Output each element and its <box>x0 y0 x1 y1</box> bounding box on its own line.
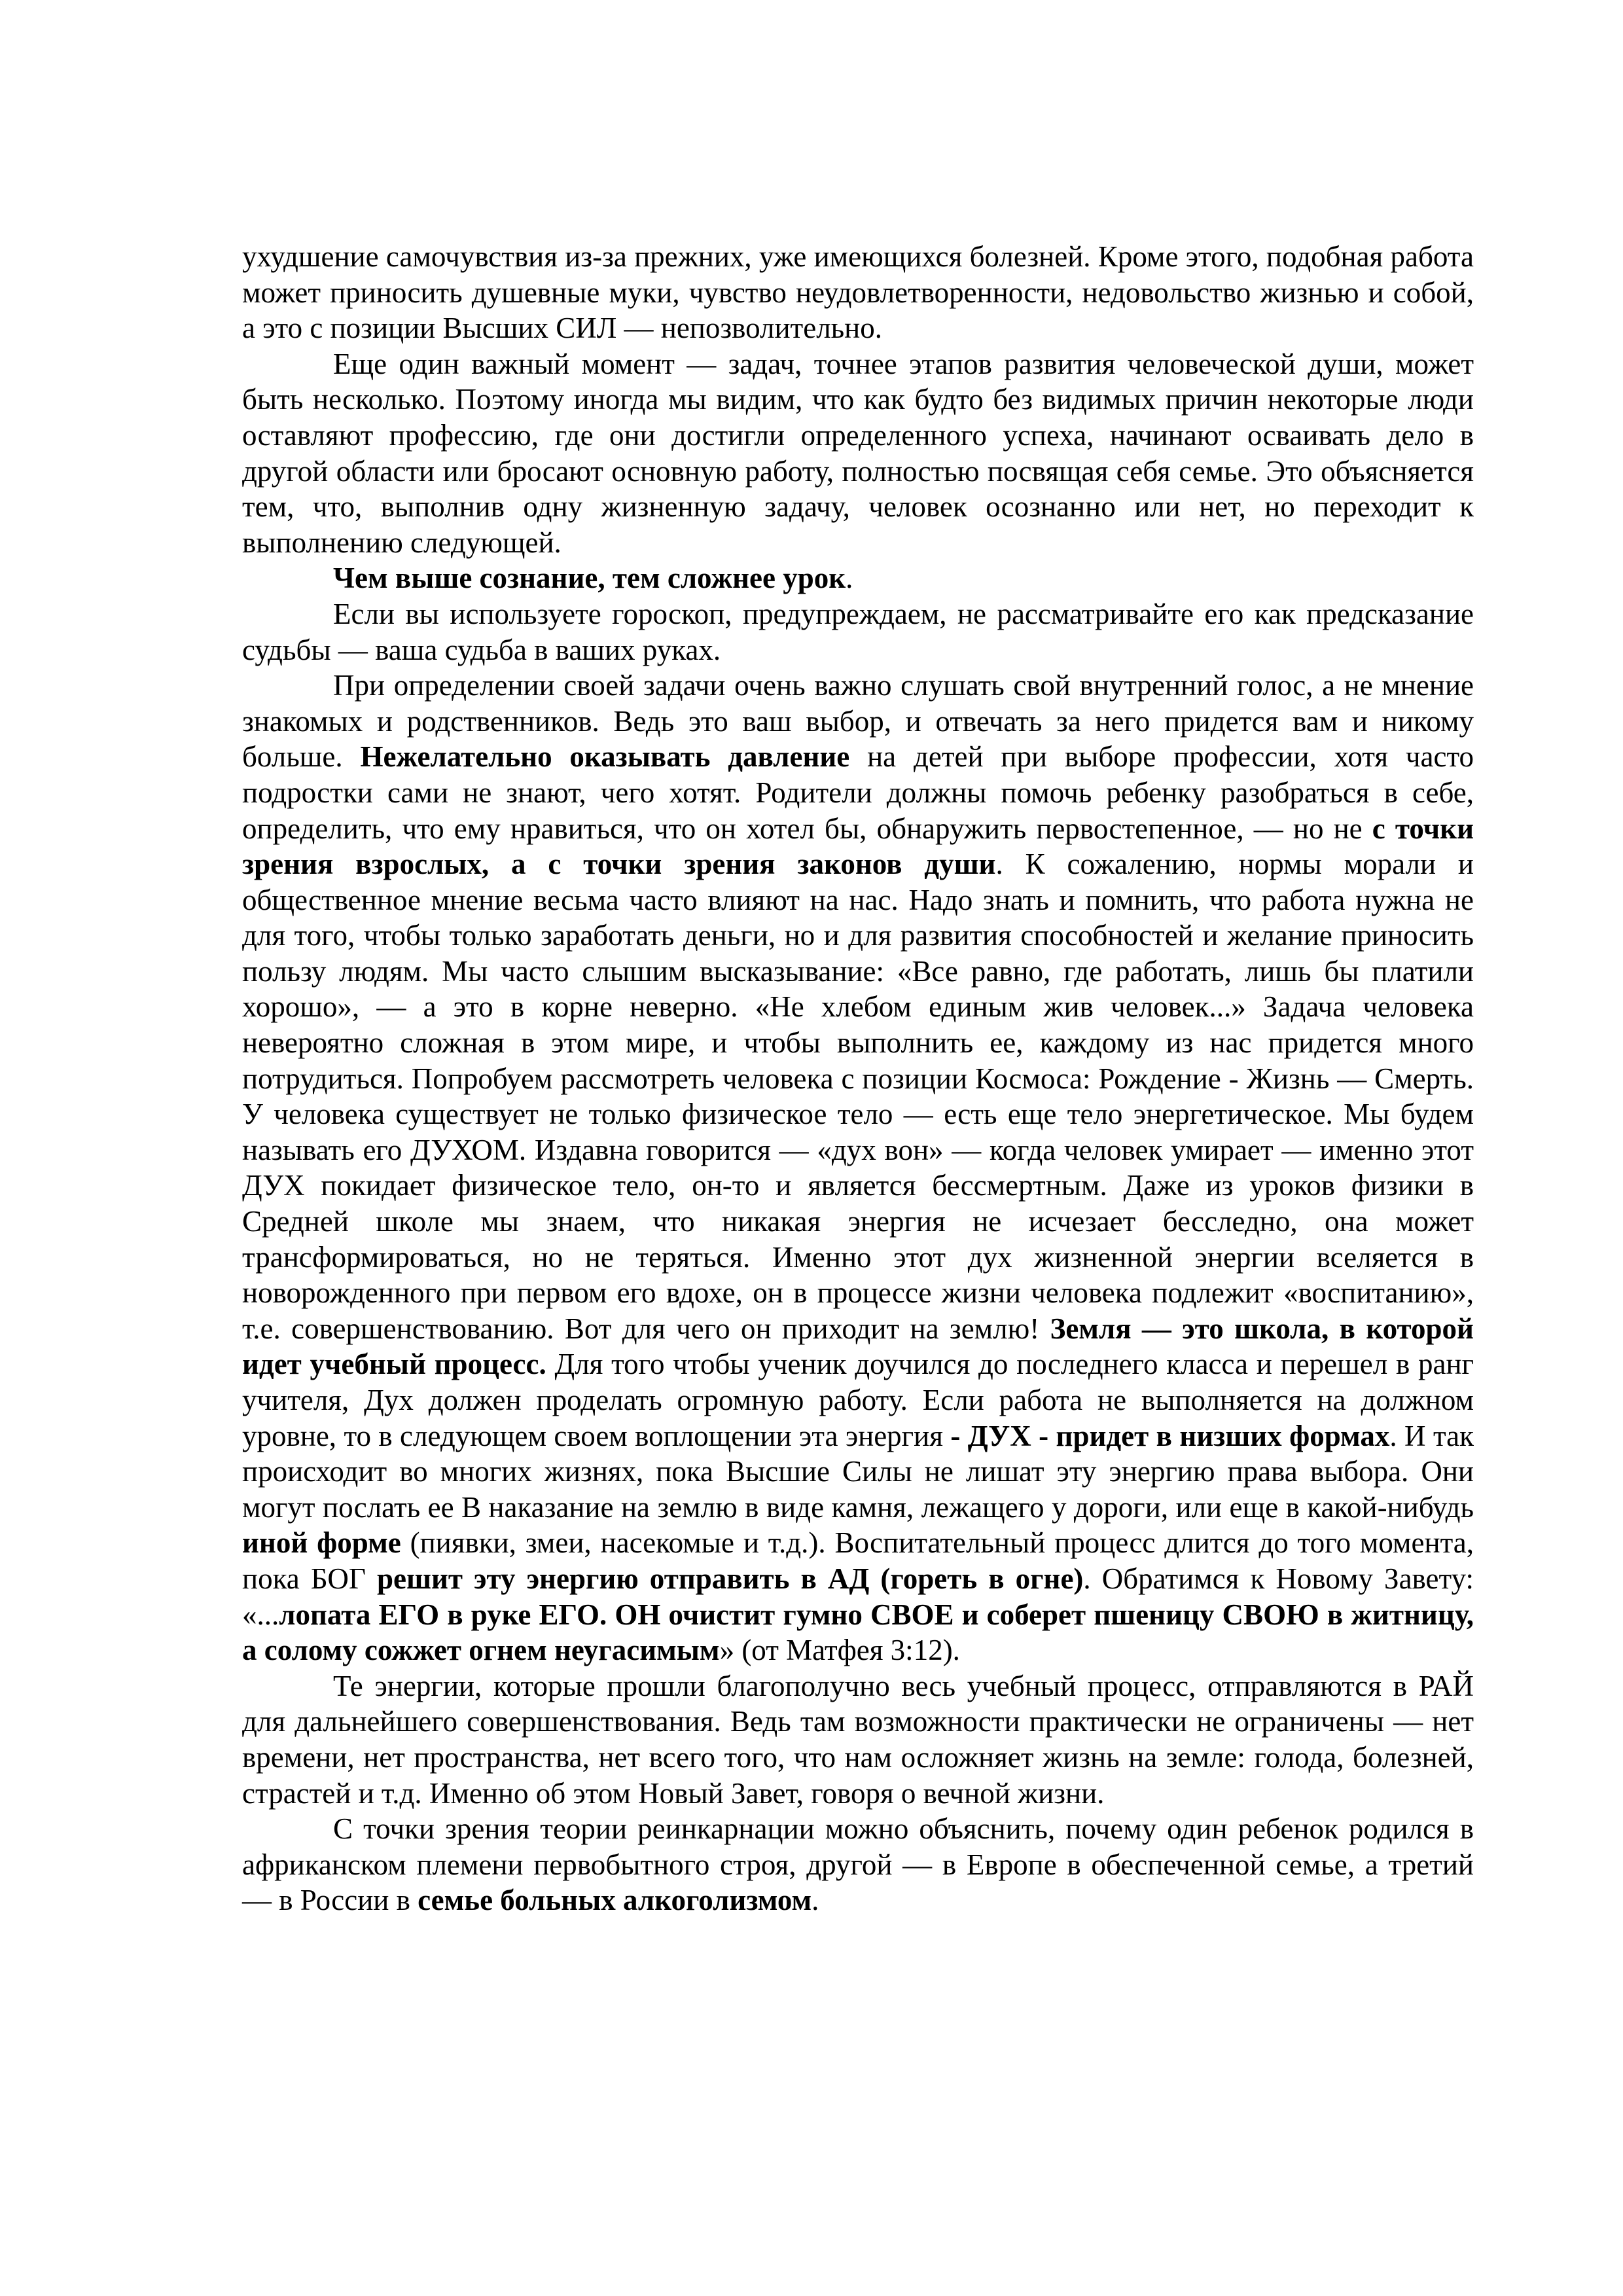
paragraph-6 <box>242 1668 1474 1811</box>
paragraph-2 <box>242 346 1474 561</box>
bold-text-run: Нежелательно оказывать давление <box>360 740 850 774</box>
bold-text-run: семье больных алкоголизмом <box>418 1884 812 1917</box>
text-run: » (от Матфея 3:12). <box>719 1634 960 1667</box>
text-run: на детей при выборе профессии, хотя часто подростки сами не знают, чего хотят. Родители должны помочь ребенку разобраться в себе, определить, что ему нравиться, что он хотел бы, обнаружить первостепенное, — но не <box>242 740 1474 845</box>
paragraph-7 <box>242 1811 1474 1918</box>
paragraph-1 <box>242 239 1474 346</box>
text-run: . И так происходит во многих жизнях, пока Высшие Силы не лишат эту энергию права выбора. Они могут послать ее В наказание на землю в виде камня, лежащего у дороги, или еще в какой-нибудь <box>242 1419 1474 1524</box>
bold-text-run: - ДУХ - придет в низших формах <box>950 1419 1390 1452</box>
paragraph-4 <box>242 596 1474 668</box>
text-run: При определении своей задачи очень важно слушать свой внутренний голос, а не мнение знакомых и родственников. Ведь это ваш выбор, и отвечать за него придется вам и никому больше. <box>242 669 1474 774</box>
text-run: Те энергии, которые прошли благополучно весь учебный процесс, отправляются в РАЙ для дальнейшего совершенствования. Ведь там возможности практически не ограничены — нет времени, нет пространства, нет всего того, что нам осложняет жизнь на земле: голода, болезней, страстей и т.д. Именно об этом Новый Завет, говоря о вечной жизни. <box>242 1669 1474 1810</box>
text-run: С точки зрения теории реинкарнации можно объяснить, почему один ребенок родился в африканском племени первобытного строя, другой — в Европе в обеспеченной семье, а третий — в России в <box>242 1812 1474 1917</box>
text-run: Еще один важный момент — задач, точнее этапов развития человеческой души, может быть несколько. Поэтому иногда мы видим, что как будто без видимых причин некоторые люди оставляют профессию, где они достигли определенного успеха, начинают осваивать дело в другой области или бросают основную работу, полностью посвящая себя семье. Это объясняется тем, что, выполнив одну жизненную задачу, человек осознанно или нет, но переходит к выполнению следующей. <box>242 347 1474 559</box>
bold-text-run: с точки зрения взрослых, а с точки зрения законов души <box>242 812 1474 881</box>
document-page <box>242 239 1474 1918</box>
text-run: . <box>846 562 853 595</box>
text-run: . К сожалению, нормы морали и общественное мнение весьма часто влияют на нас. Надо знать и помнить, что работа нужна не для того, чтобы только заработать деньги, но и для развития способностей и желание приносить пользу людям. Мы часто слышим высказывание: «Все равно, где работать, лишь бы платили хорошо», — а это в корне неверно. «Не хлебом единым жив человек...» Задача человека невероятно сложная в этом мире, и чтобы выполнить ее, каждому из нас придется много потрудиться. Попробуем рассмотреть человека с позиции Космоса: Рождение - Жизнь — Смерть. У человека существует не только физическое тело — есть еще тело энергетическое. Мы будем называть его ДУХОМ. Издавна говорится — «дух вон» — когда человек умирает — именно этот ДУХ покидает физическое тело, он-то и является бессмертным. Даже из уроков физики в Средней школе мы знаем, что никакая энергия не исчезает бесследно, она может трансформироваться, но не теряться. Именно этот дух жизненной энергии вселяется в новорожденного при первом его вдохе, он в процессе жизни человека подлежит «воспитанию», т.е. совершенствованию. Вот для чего он приходит на землю! <box>242 848 1474 1345</box>
bold-text-run: иной форме <box>242 1526 401 1560</box>
bold-text-run: лопата ЕГО в руке ЕГО. ОН очистит гумно СВОЕ и соберет пшеницу СВОЮ в житницу, а солому сожжет огнем неугасимым <box>242 1598 1474 1667</box>
paragraph-3-heading <box>242 560 1474 596</box>
paragraph-5 <box>242 668 1474 1668</box>
text-run: . <box>812 1884 819 1917</box>
bold-text-run: Чем выше сознание, тем сложнее урок <box>333 562 846 595</box>
text-run: Если вы используете гороскоп, предупреждаем, не рассматривайте его как предсказание судьбы — ваша судьба в ваших руках. <box>242 597 1474 666</box>
bold-text-run: решит эту энергию отправить в АД (гореть в огне) <box>376 1562 1084 1595</box>
text-run: . Обратимся к Новому Завету: «... <box>242 1562 1474 1631</box>
text-run: (пиявки, змеи, насекомые и т.д.). Воспитательный процесс длится до того момента, пока БОГ <box>242 1526 1474 1595</box>
bold-text-run: Земля — это школа, в которой идет учебный процесс. <box>242 1312 1474 1381</box>
text-run: Для того чтобы ученик доучился до последнего класса и перешел в ранг учителя, Дух должен проделать огромную работу. Если работа не выполняется на должном уровне, то в следующем своем воплощении эта энергия <box>242 1348 1474 1452</box>
text-run: ухудшение самочувствия из-за прежних, уже имеющихся болезней. Кроме этого, подобная работа может приносить душевные муки, чувство неудовлетворенности, недовольство жизнью и собой, а это с позиции Высших СИЛ — непозволительно. <box>242 240 1474 345</box>
